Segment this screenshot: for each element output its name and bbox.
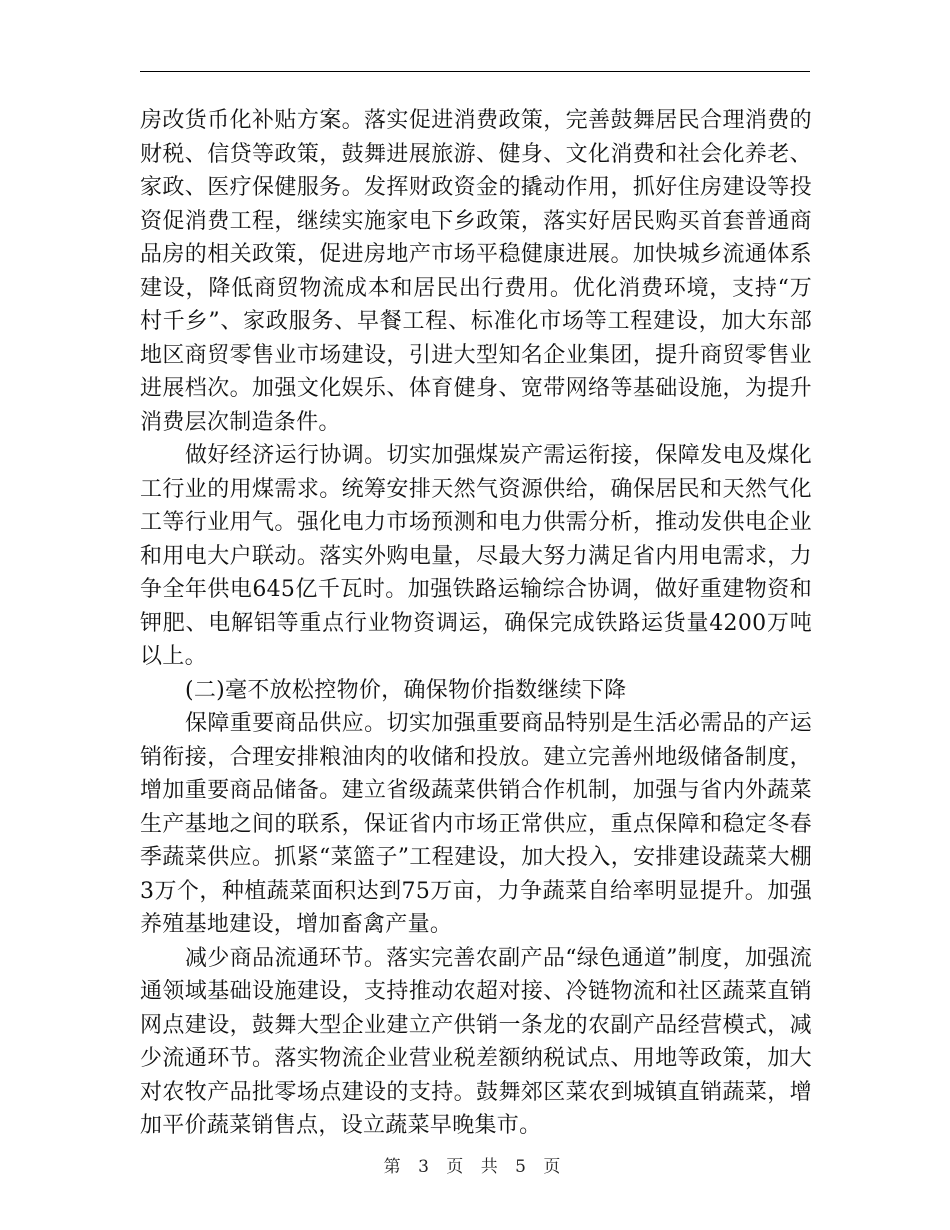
section-heading-price-control: (二)毫不放松控物价，确保物价指数继续下降 (185, 677, 627, 703)
paragraph-economic-coordination: 做好经济运行协调。切实加强煤炭产需运衔接，保障发电及煤化工行业的用煤需求。统筹安排天然气资源供给，确保居民和天然气化工等行业用气。强化电力市场预测和电力供需分析，推动发供电企业和用电大户联动。落实外购电量，尽最大努力满足省内用电需求，力争全年供电645亿千瓦时。加强铁路运输综合协调，做好重建物资和钾肥、电解铝等重点行业物资调运，确保完成铁路运货量4200万吨以上。 (140, 443, 812, 669)
paragraph-housing-consumption: 房改货币化补贴方案。落实促进消费政策，完善鼓舞居民合理消费的财税、信贷等政策，鼓舞进展旅游、健身、文化消费和社会化养老、家政、医疗保健服务。发挥财政资金的撬动作用，抓好住房建设等投资促消费工程，继续实施家电下乡政策，落实好居民购买首套普通商品房的相关政策，促进房地产市场平稳健康进展。加快城乡流通体系建设，降低商贸物流成本和居民出行费用。优化消费环境，支持“万村千乡”、家政服务、早餐工程、标准化市场等工程建设，加大东部地区商贸零售业市场建设，引进大型知名企业集团，提升商贸零售业进展档次。加强文化娱乐、体育健身、宽带网络等基础设施，为提升消费层次制造条件。 (140, 108, 812, 435)
page-footer: 第 3 页 共 5 页 (383, 1157, 567, 1177)
header-rule (140, 71, 810, 72)
document-body (140, 104, 812, 1143)
paragraph-circulation: 减少商品流通环节。落实完善农副产品“绿色通道”制度，加强流通领域基础设施建设，支持推动农超对接、冷链物流和社区蔬菜直销网点建设，鼓舞大型企业建立产供销一条龙的农副产品经营模式，减少流通环节。落实物流企业营业税差额纳税试点、用地等政策，加大对农牧产品批零场点建设的支持。鼓舞郊区菜农到城镇直销蔬菜，增加平价蔬菜销售点，设立蔬菜早晚集市。 (140, 945, 812, 1138)
paragraph-goods-supply: 保障重要商品供应。切实加强重要商品特别是生活必需品的产运销衔接，合理安排粮油肉的收储和投放。建立完善州地级储备制度，增加重要商品储备。建立省级蔬菜供销合作机制，加强与省内外蔬菜生产基地之间的联系，保证省内市场正常供应，重点保障和稳定冬春季蔬菜供应。抓紧“菜篮子”工程建设，加大投入，安排建设蔬菜大棚3万个，种植蔬菜面积达到75万亩，力争蔬菜自给率明显提升。加强养殖基地建设，增加畜禽产量。 (140, 711, 812, 937)
